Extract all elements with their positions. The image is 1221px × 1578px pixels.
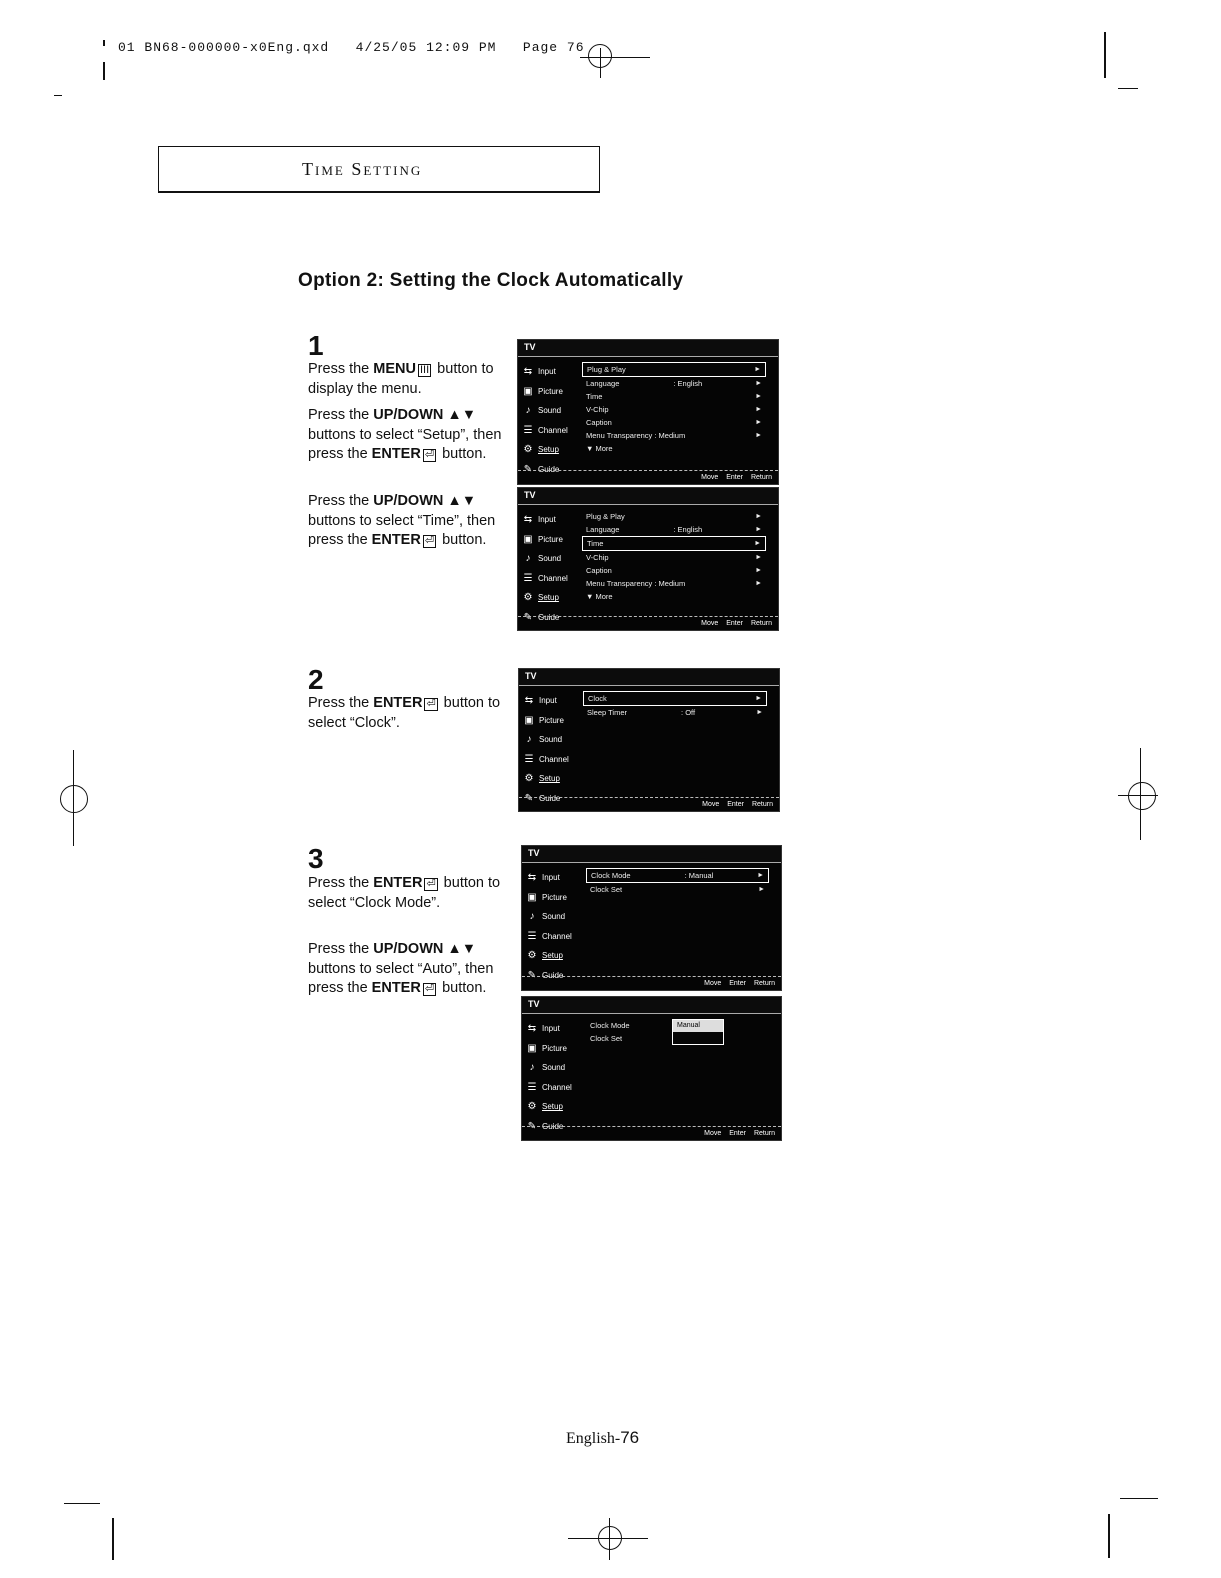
tv-label: TV	[525, 671, 537, 681]
tv-menu-footer	[518, 470, 778, 484]
tv-tab-input	[526, 1019, 584, 1039]
channel-icon: ☰	[523, 572, 533, 584]
clock-mode-popup	[672, 1019, 724, 1045]
option-heading: Option 2: Setting the Clock Automatically	[298, 270, 684, 291]
instruction-text: buttons to select “Auto”, then press the	[308, 960, 494, 996]
tv-label: TV	[528, 999, 540, 1009]
tv-menu-item-label: Menu Transparency : Medium	[586, 579, 686, 588]
channel-icon: ☰	[527, 1081, 537, 1093]
footer-hint-return: Return	[751, 801, 773, 808]
tv-menu-items	[586, 868, 769, 896]
instruction-text: buttons to select “Setup”, then press the	[308, 426, 502, 462]
enter-button-icon: ⏎	[424, 535, 435, 547]
tv-tab-label: Sound	[538, 554, 562, 564]
tv-label: TV	[524, 342, 536, 352]
footer-hint-enter: Enter	[729, 1130, 746, 1137]
page-footer	[566, 1428, 639, 1448]
tv-menu-title-bar	[522, 846, 781, 863]
step-number: 3	[308, 843, 324, 874]
tv-menu-title-bar	[518, 340, 778, 357]
input-icon: ⇆	[527, 1023, 537, 1035]
tv-menu-item	[582, 564, 766, 577]
instruction-text: Press the	[308, 407, 374, 423]
instruction-text: buttons to select “Time”, then press the	[308, 512, 496, 548]
tv-menu-item	[582, 442, 766, 455]
tv-menu-screenshot	[521, 996, 782, 1141]
guide-icon: ✎	[523, 463, 533, 475]
tv-menu-item-label: Sleep Timer	[587, 708, 628, 717]
slug-time: 12:09 PM	[426, 40, 497, 55]
footer-hint-enter: Enter	[726, 474, 743, 481]
tv-menu-item	[582, 510, 766, 523]
tv-tab-input	[523, 691, 581, 711]
step-instruction	[308, 360, 508, 399]
tv-menu-tabs	[526, 1019, 584, 1136]
guide-icon: ✎	[523, 611, 533, 623]
tv-menu-footer	[522, 1126, 781, 1140]
instruction-text: button.	[438, 446, 487, 462]
tv-menu-tabs	[522, 510, 580, 627]
button-name: ENTER	[371, 980, 421, 996]
submenu-arrow-icon: ►	[754, 540, 761, 547]
submenu-arrow-icon: ►	[755, 567, 762, 574]
step-number: 2	[308, 664, 324, 695]
setup-icon: ⚙	[523, 444, 533, 456]
tv-menu-screenshot	[518, 668, 780, 812]
tv-menu-item-label: ▼ More	[586, 444, 613, 453]
tv-tab-label: Input	[539, 696, 557, 706]
tv-tab-setup	[523, 769, 581, 789]
channel-icon: ☰	[523, 424, 533, 436]
tv-tab-label: Channel	[539, 754, 569, 764]
footer-prefix: English-	[566, 1430, 621, 1447]
tv-menu-item	[582, 403, 766, 416]
tv-menu-screenshot	[521, 845, 782, 991]
instruction-text: button.	[438, 980, 487, 996]
picture-icon: ▣	[524, 714, 534, 726]
tv-menu-item-label: Clock	[588, 694, 607, 703]
tv-tab-label: Guide	[538, 612, 560, 622]
footer-hint-return: Return	[753, 1130, 775, 1137]
enter-button-icon: ⏎	[426, 878, 436, 890]
tv-menu-item	[583, 706, 767, 719]
tv-menu-item	[582, 390, 766, 403]
tv-menu-tabs	[526, 868, 584, 985]
tv-tab-setup	[526, 1097, 584, 1117]
sound-icon: ♪	[529, 911, 535, 923]
tv-menu-title-bar	[519, 669, 779, 686]
tv-menu-items	[583, 691, 767, 719]
footer-hint-move: Move	[702, 801, 720, 808]
tv-tab-picture	[522, 530, 580, 550]
tv-tab-channel	[522, 421, 580, 441]
tv-tab-label: Sound	[542, 912, 566, 922]
instruction-text: button to display the menu.	[308, 361, 494, 397]
tv-tab-label: Channel	[542, 1082, 572, 1092]
tv-menu-item	[582, 577, 766, 590]
tv-tab-picture	[523, 711, 581, 731]
tv-menu-item-value: : Off	[681, 708, 696, 717]
submenu-arrow-icon: ►	[755, 554, 762, 561]
footer-hint-move: Move	[701, 620, 719, 627]
tv-menu-item-label: Caption	[586, 418, 612, 427]
slug-page: Page 76	[522, 40, 585, 55]
enter-button-icon: ⏎	[424, 983, 435, 995]
tv-tab-label: Setup	[538, 445, 559, 455]
tv-tab-label: Input	[538, 367, 556, 377]
submenu-arrow-icon: ►	[755, 393, 762, 400]
submenu-arrow-icon: ►	[755, 406, 762, 413]
input-icon: ⇆	[523, 514, 533, 526]
instruction-text: Press the	[308, 875, 374, 891]
slug-file: 01 BN68-000000-x0Eng.qxd	[118, 40, 330, 55]
tv-tab-label: Picture	[538, 386, 563, 396]
tv-menu-item	[582, 362, 766, 377]
tv-menu-item	[582, 523, 766, 536]
tv-tab-label: Input	[542, 873, 560, 883]
tv-tab-label: Channel	[542, 931, 572, 941]
footer-hint-return: Return	[753, 980, 775, 987]
page-number: 76	[620, 1428, 640, 1447]
channel-icon: ☰	[527, 930, 537, 942]
tv-menu-item	[582, 536, 766, 551]
tv-menu-item	[586, 868, 769, 883]
button-name: UP/DOWN ▲▼	[373, 493, 477, 509]
tv-menu-item-label: Language	[586, 525, 620, 534]
instruction-text: Press the	[308, 695, 374, 711]
instruction-text: button to select “Clock Mode”.	[308, 875, 501, 911]
tv-menu-item	[582, 551, 766, 564]
instruction-text: button to select “Clock”.	[308, 695, 501, 731]
picture-icon: ▣	[523, 533, 533, 545]
button-name: ENTER	[373, 695, 423, 711]
tv-tab-picture	[526, 1039, 584, 1059]
tv-tab-channel	[523, 750, 581, 770]
tv-tab-channel	[526, 1078, 584, 1098]
step-instruction	[308, 492, 508, 551]
tv-tab-label: Input	[542, 1024, 560, 1034]
submenu-arrow-icon: ►	[755, 419, 762, 426]
tv-menu-tabs	[522, 362, 580, 479]
footer-hint-move: Move	[704, 980, 722, 987]
tv-tab-label: Sound	[539, 735, 563, 745]
tv-tab-label: Setup	[542, 1102, 563, 1112]
tv-tab-sound	[526, 907, 584, 927]
sound-icon: ♪	[526, 734, 532, 746]
tv-menu-item-label: V-Chip	[586, 405, 609, 414]
tv-menu-footer	[522, 976, 781, 990]
instruction-text: Press the	[308, 941, 374, 957]
instruction-text: Press the	[308, 493, 374, 509]
step-instruction	[308, 406, 508, 465]
tv-menu-item-label: V-Chip	[586, 553, 609, 562]
section-title-box	[158, 146, 600, 193]
tv-tab-label: Setup	[539, 774, 560, 784]
tv-tab-label: Sound	[542, 1063, 566, 1073]
instruction-text: button.	[438, 532, 487, 548]
tv-tab-sound	[522, 549, 580, 569]
tv-menu-screenshot	[517, 339, 779, 485]
step-instruction	[308, 940, 508, 999]
tv-label: TV	[524, 490, 536, 500]
button-name: MENU	[373, 361, 416, 377]
tv-menu-item-label: Plug & Play	[586, 512, 625, 521]
tv-tab-label: Channel	[538, 425, 568, 435]
tv-tab-setup	[526, 946, 584, 966]
tv-tab-setup	[522, 588, 580, 608]
picture-icon: ▣	[527, 1042, 537, 1054]
tv-menu-tabs	[523, 691, 581, 808]
tv-menu-item-label: Clock Set	[590, 1034, 623, 1043]
submenu-arrow-icon: ►	[755, 580, 762, 587]
tv-tab-label: Input	[538, 515, 556, 525]
footer-hint-return: Return	[750, 620, 772, 627]
tv-tab-channel	[522, 569, 580, 589]
submenu-arrow-icon: ►	[755, 695, 762, 702]
instruction-text: Press the	[308, 361, 374, 377]
tv-menu-item	[582, 377, 766, 390]
tv-menu-item-label: Clock Set	[590, 885, 623, 894]
enter-button-icon: ⏎	[424, 449, 435, 461]
enter-button-icon: ⏎	[426, 698, 436, 710]
channel-icon: ☰	[524, 753, 534, 765]
tv-tab-input	[522, 510, 580, 530]
tv-menu-item	[583, 691, 767, 706]
tv-menu-footer	[519, 797, 779, 811]
setup-icon: ⚙	[527, 950, 537, 962]
input-icon: ⇆	[523, 366, 533, 378]
tv-tab-label: Guide	[538, 464, 560, 474]
tv-menu-screenshot	[517, 487, 779, 631]
tv-tab-label: Setup	[538, 593, 559, 603]
tv-tab-label: Guide	[542, 970, 564, 980]
footer-hint-return: Return	[750, 474, 772, 481]
tv-tab-label: Sound	[538, 406, 562, 416]
tv-menu-item-label: Clock Mode	[590, 1021, 630, 1030]
tv-menu-item-label: Time	[586, 392, 603, 401]
tv-tab-label: Setup	[542, 951, 563, 961]
setup-icon: ⚙	[524, 773, 534, 785]
tv-menu-item-label: Menu Transparency : Medium	[586, 431, 686, 440]
footer-hint-move: Move	[704, 1130, 722, 1137]
submenu-arrow-icon: ►	[756, 709, 763, 716]
guide-icon: ✎	[524, 792, 534, 804]
slug-date: 4/25/05	[355, 40, 418, 55]
sound-icon: ♪	[525, 405, 531, 417]
tv-tab-label: Picture	[542, 892, 567, 902]
tv-tab-sound	[523, 730, 581, 750]
tv-menu-item-label: Time	[587, 539, 604, 548]
tv-tab-label: Picture	[538, 534, 563, 544]
sound-icon: ♪	[529, 1062, 535, 1074]
setup-icon: ⚙	[523, 592, 533, 604]
button-name: UP/DOWN ▲▼	[373, 407, 477, 423]
tv-tab-channel	[526, 927, 584, 947]
tv-menu-item-label: Clock Mode	[591, 871, 631, 880]
tv-tab-label: Picture	[542, 1043, 567, 1053]
picture-icon: ▣	[527, 891, 537, 903]
footer-hint-enter: Enter	[729, 980, 746, 987]
tv-menu-item	[582, 590, 766, 603]
setup-icon: ⚙	[527, 1101, 537, 1113]
tv-tab-input	[522, 362, 580, 382]
tv-menu-items	[582, 510, 766, 603]
step-instruction	[308, 874, 508, 913]
tv-menu-item	[586, 883, 769, 896]
file-slug	[118, 40, 585, 55]
tv-tab-label: Guide	[539, 793, 561, 803]
tv-tab-picture	[526, 888, 584, 908]
tv-tab-picture	[522, 382, 580, 402]
submenu-arrow-icon: ►	[755, 380, 762, 387]
tv-menu-item-label: Language	[586, 379, 620, 388]
tv-menu-title-bar	[522, 997, 781, 1014]
input-icon: ⇆	[524, 695, 534, 707]
tv-menu-item-value: : English	[673, 379, 703, 388]
button-name: ENTER	[373, 875, 423, 891]
step-number: 1	[308, 330, 324, 361]
button-name: ENTER	[371, 446, 421, 462]
tv-menu-item-value: : English	[673, 525, 703, 534]
submenu-arrow-icon: ►	[758, 886, 765, 893]
tv-menu-item	[582, 429, 766, 442]
tv-label: TV	[528, 848, 540, 858]
submenu-arrow-icon: ►	[755, 526, 762, 533]
tv-tab-label: Picture	[539, 715, 564, 725]
picture-icon: ▣	[523, 385, 533, 397]
tv-menu-title-bar	[518, 488, 778, 505]
section-title: Time Setting	[302, 159, 423, 179]
tv-tab-input	[526, 868, 584, 888]
clock-mode-option	[673, 1032, 723, 1044]
step-instruction	[308, 694, 508, 733]
tv-tab-label: Guide	[542, 1121, 564, 1131]
guide-icon: ✎	[527, 969, 537, 981]
submenu-arrow-icon: ►	[755, 432, 762, 439]
tv-tab-sound	[522, 401, 580, 421]
button-name: UP/DOWN ▲▼	[373, 941, 477, 957]
tv-tab-sound	[526, 1058, 584, 1078]
tv-tab-setup	[522, 440, 580, 460]
tv-menu-item-label: ▼ More	[586, 592, 613, 601]
tv-menu-items	[582, 362, 766, 455]
footer-hint-enter: Enter	[727, 801, 744, 808]
tv-menu-item-label: Plug & Play	[587, 365, 626, 374]
submenu-arrow-icon: ►	[757, 872, 764, 879]
tv-menu-item-label: Caption	[586, 566, 612, 575]
button-name: ENTER	[371, 532, 421, 548]
submenu-arrow-icon: ►	[755, 513, 762, 520]
menu-button-icon: III	[419, 364, 430, 376]
submenu-arrow-icon: ►	[754, 366, 761, 373]
tv-tab-label: Channel	[538, 573, 568, 583]
tv-menu-footer	[518, 616, 778, 630]
footer-hint-enter: Enter	[726, 620, 743, 627]
tv-menu-item-value: : Manual	[684, 871, 714, 880]
tv-menu-item	[582, 416, 766, 429]
guide-icon: ✎	[527, 1120, 537, 1132]
input-icon: ⇆	[527, 872, 537, 884]
footer-hint-move: Move	[701, 474, 719, 481]
clock-mode-option: Manual	[673, 1020, 723, 1032]
sound-icon: ♪	[525, 553, 531, 565]
